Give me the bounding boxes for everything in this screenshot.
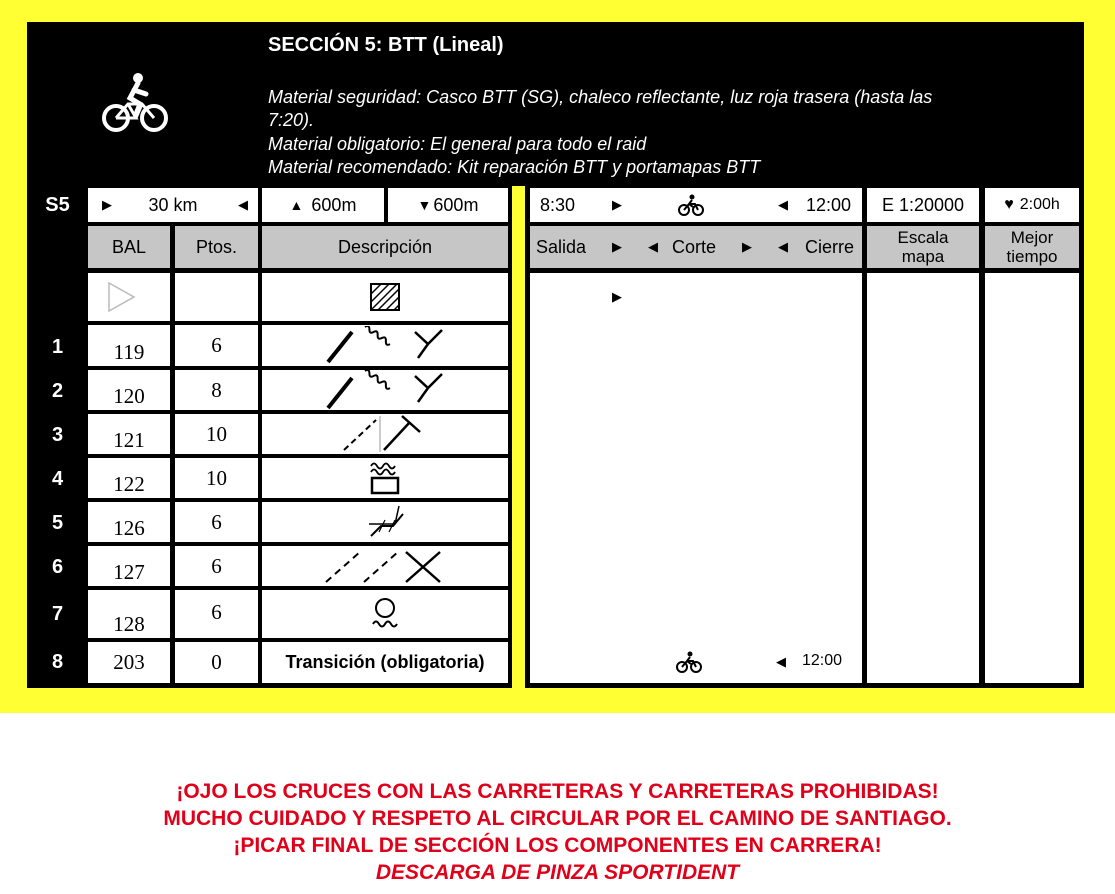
- ascent-cell: [262, 188, 384, 222]
- row-symbol: [262, 325, 508, 366]
- scale-body: [867, 273, 979, 683]
- warning-line-3: ¡PICAR FINAL DE SECCIÓN LOS COMPONENTES EN CARRERA!: [233, 834, 882, 857]
- cutoff-time: 12:00: [806, 194, 852, 215]
- start-pts-cell: [175, 273, 258, 321]
- best-time-cell: [985, 188, 1079, 222]
- times-body: [530, 273, 862, 683]
- row-bal: 127: [88, 546, 170, 586]
- col-salida: Salida: [536, 236, 587, 257]
- bicycle-icon: [676, 651, 702, 678]
- row-pts: 6: [175, 546, 258, 586]
- column-gap: [512, 186, 525, 688]
- right-arrow-icon: ▶: [612, 197, 622, 212]
- row-bal: 120: [88, 370, 170, 410]
- col-mejor-2: tiempo: [1006, 247, 1058, 266]
- recommended-material: Material recomendado: Kit reparación BTT y portamapas BTT: [268, 157, 761, 177]
- best-time-value: 2:00h: [1019, 196, 1060, 213]
- times-cell: [530, 188, 862, 222]
- col-desc: Descripción: [262, 226, 508, 268]
- start-triangle-icon: [106, 280, 146, 314]
- row-number: 6: [51, 556, 64, 578]
- row-number: 2: [51, 380, 64, 402]
- row-symbol: [262, 414, 508, 454]
- right-arrow-icon: ▶: [612, 289, 622, 304]
- descent-cell: [388, 188, 508, 222]
- row-bal: 122: [88, 458, 170, 498]
- row-number: 1: [51, 336, 64, 358]
- path-hill-fork-icon: [320, 326, 450, 366]
- up-arrow-icon: ▲: [289, 197, 304, 213]
- left-arrow-icon: ◀: [776, 654, 786, 669]
- col-corte: Corte: [672, 236, 717, 257]
- row-pts: 0: [175, 642, 258, 683]
- descent-value: 600m: [433, 194, 479, 215]
- left-arrow-icon: ◀: [238, 197, 248, 212]
- required-material: Material obligatorio: El general para todo el raid: [268, 134, 647, 154]
- bicycle-icon: [100, 70, 170, 140]
- path-crossing-icon: [320, 546, 450, 586]
- col-escala: [867, 226, 979, 268]
- row-symbol: [262, 458, 508, 498]
- col-escala-2: mapa: [901, 247, 945, 266]
- row-pts: 10: [175, 414, 258, 454]
- safety-material: Material seguridad: Casco BTT (SG), chaleco reflectante, luz roja trasera (hasta las: [268, 87, 933, 107]
- col-mejor: [985, 226, 1079, 268]
- row-number: 5: [51, 512, 64, 534]
- col-bal: BAL: [88, 226, 170, 268]
- distance-cell: [88, 188, 258, 222]
- row-pts: 6: [175, 502, 258, 542]
- row-bal: 203: [88, 642, 170, 683]
- col-escala-1: Escala: [897, 228, 949, 247]
- col-times: [530, 226, 862, 268]
- scale-value: E 1:20000: [867, 188, 979, 222]
- hatched-area-icon: [368, 282, 402, 312]
- section-title: SECCIÓN 5: BTT (Lineal): [268, 34, 504, 56]
- row-pts: 6: [175, 325, 258, 366]
- path-junction-icon: [340, 414, 430, 454]
- left-arrow-icon: ◀: [778, 197, 788, 212]
- col-pts: Ptos.: [175, 226, 258, 268]
- distance-value: 30 km: [148, 194, 198, 215]
- row-bal: 126: [88, 502, 170, 542]
- row-symbol: [262, 546, 508, 586]
- row-pts: 8: [175, 370, 258, 410]
- row-bal: 119: [88, 325, 170, 366]
- row-bal: 121: [88, 414, 170, 454]
- path-hill-fork-icon: [320, 370, 450, 410]
- right-arrow-icon: ▶: [102, 197, 112, 212]
- right-arrow-icon: ▶: [612, 239, 622, 254]
- bicycle-icon: [678, 194, 704, 221]
- section-code: S5: [45, 194, 70, 216]
- start-triangle-cell: [88, 273, 170, 321]
- warning-line-1: ¡OJO LOS CRUCES CON LAS CARRETERAS Y CARRETERAS PROHIBIDAS!: [176, 780, 939, 803]
- right-arrow-icon: ▶: [742, 239, 752, 254]
- row-number: 4: [51, 468, 64, 490]
- row-number: 3: [51, 424, 64, 446]
- row8-cutoff: 12:00: [802, 652, 843, 669]
- col-cierre: Cierre: [805, 236, 855, 257]
- row-symbol: [262, 502, 508, 542]
- best-time-body: [985, 273, 1079, 683]
- bridge-icon: [365, 502, 405, 542]
- row-number: 7: [51, 603, 64, 625]
- row-desc-transition: Transición (obligatoria): [262, 642, 508, 683]
- safety-material-cont: 7:20).: [268, 110, 315, 130]
- start-desc-cell: [262, 273, 508, 321]
- ascent-value: 600m: [311, 194, 357, 215]
- down-arrow-icon: ▼: [417, 197, 432, 213]
- row-bal: 128: [88, 590, 170, 638]
- row-pts: 6: [175, 590, 258, 638]
- row-pts: 10: [175, 458, 258, 498]
- row-number: 8: [51, 651, 64, 673]
- row-symbol: [262, 370, 508, 410]
- spring-icon: [365, 594, 405, 634]
- warning-line-2: MUCHO CUIDADO Y RESPETO AL CIRCULAR POR EL CAMINO DE SANTIAGO.: [163, 807, 952, 830]
- left-arrow-icon: ◀: [648, 239, 658, 254]
- col-mejor-1: Mejor: [1010, 228, 1054, 247]
- ruin-icon: [365, 458, 405, 498]
- heart-icon: ♥: [1004, 196, 1014, 213]
- left-arrow-icon: ◀: [778, 239, 788, 254]
- start-time: 8:30: [540, 194, 576, 215]
- warning-line-4: DESCARGA DE PINZA SPORTIDENT: [375, 861, 740, 884]
- row-symbol: [262, 590, 508, 638]
